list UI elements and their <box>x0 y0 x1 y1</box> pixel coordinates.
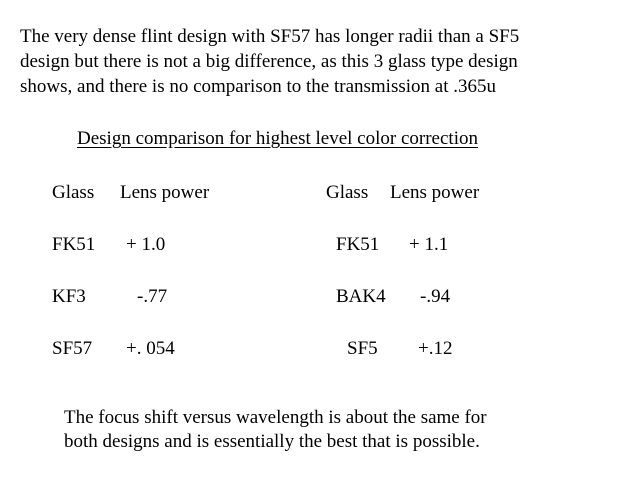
footer-line: both designs and is essentially the best that is possible. <box>64 431 480 452</box>
design-b-power-header: Lens power <box>390 182 480 203</box>
footer-line: The focus shift versus wavelength is about the same for <box>64 407 487 428</box>
design-a-glass-cell: FK51 <box>52 234 96 255</box>
intro-line: The very dense flint design with SF57 has longer radii than a SF5 <box>20 26 520 47</box>
conclusion-paragraph <box>64 406 487 454</box>
design-a-power-cell: +. 054 <box>126 338 175 359</box>
comparison-heading: Design comparison for highest level color correction <box>77 128 478 149</box>
design-b-glass-cell: FK51 <box>336 234 380 255</box>
intro-line: shows, and there is no comparison to the transmission at .365u <box>20 76 496 97</box>
design-a-power-cell: -.77 <box>137 286 168 307</box>
design-a-power-cell: + 1.0 <box>126 234 166 255</box>
design-b-power-cell: + 1.1 <box>409 234 449 255</box>
design-a-glass-header: Glass <box>52 182 95 203</box>
intro-line: design but there is not a big difference, as this 3 glass type design <box>20 51 518 72</box>
intro-paragraph <box>20 24 620 99</box>
design-a-glass-cell: KF3 <box>52 286 86 307</box>
design-b-power-cell: -.94 <box>420 286 451 307</box>
design-b-glass-header: Glass <box>326 182 369 203</box>
design-b-glass-cell: SF5 <box>347 338 378 359</box>
design-a-power-header: Lens power <box>120 182 210 203</box>
design-a-glass-cell: SF57 <box>52 338 93 359</box>
design-b-power-cell: +.12 <box>418 338 453 359</box>
design-b-glass-cell: BAK4 <box>336 286 386 307</box>
